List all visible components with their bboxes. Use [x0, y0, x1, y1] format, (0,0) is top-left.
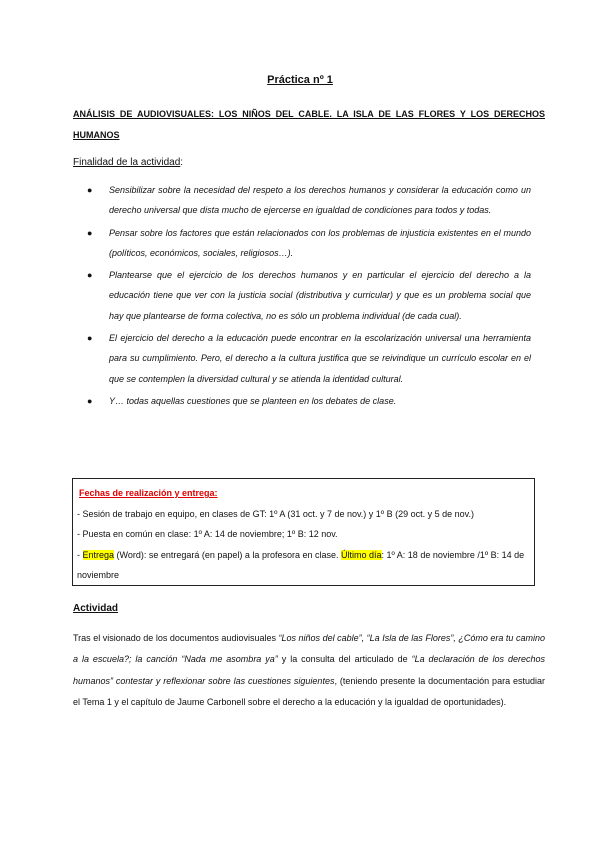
- list-item-text: Plantearse que el ejercicio de los derechos humanos y en particular el ejercicio del derecho a la educación tiene que ver con la justicia social (distributiva y curricular) y que es un problema social que hay que plantearse de forma colectiva, no es sólo un problema individual (de cada cual).: [109, 270, 531, 321]
- dates-line-2: - Puesta en común en clase: 1º A: 14 de noviembre; 1º B: 12 nov.: [77, 529, 338, 540]
- finalidad-colon: :: [180, 157, 184, 168]
- finalidad-text: Finalidad de la actividad: [73, 157, 181, 168]
- list-item: [73, 391, 531, 411]
- list-item-text: Pensar sobre los factores que están relacionados con los problemas de injusticia existentes en el mundo (políticos, económicos, sociales, religiosos…).: [109, 227, 531, 258]
- bullet-icon: ●: [87, 333, 93, 344]
- actividad-heading: Actividad: [73, 603, 119, 614]
- para-italic-1: “Los niños del cable”, “La Isla de las Flores”, ¿Cómo era tu camino a la escuela?; la canción “Nada me asombra ya”: [73, 633, 545, 665]
- dates-line-1: - Sesión de trabajo en equipo, en clases de GT: 1º A (31 oct. y 7 de nov.) y 1º B (29 oct. y 5 de nov.): [77, 508, 474, 519]
- list-item: [73, 223, 531, 264]
- list-item: [73, 328, 531, 389]
- section-heading: ANÁLISIS DE AUDIOVISUALES: LOS NIÑOS DEL CABLE. LA ISLA DE LAS FLORES Y LOS DERECHOS HUMANOS: [73, 109, 545, 140]
- list-item: [73, 180, 531, 221]
- dates-line-3: [77, 545, 531, 586]
- dates-title: Fechas de realización y entrega:: [79, 488, 218, 498]
- list-item-text: Y… todas aquellas cuestiones que se planteen en los debates de clase.: [109, 395, 397, 406]
- list-item: [73, 265, 531, 326]
- list-item-text: Sensibilizar sobre la necesidad del respeto a los derechos humanos y considerar la educación como un derecho universal que dista mucho de ejercerse en igualdad de condiciones para todos y todas.: [109, 185, 531, 216]
- bullet-icon: ●: [87, 395, 93, 406]
- para-part-1: Tras el visionado de los documentos audiovisuales: [73, 633, 279, 643]
- bullet-icon: ●: [87, 227, 93, 238]
- actividad-paragraph: [73, 628, 545, 713]
- dates-line-3-end: : 1º A: 18 de noviembre /1º B: 14 de noviembre: [77, 549, 525, 581]
- bullet-icon: ●: [87, 270, 93, 281]
- ultimo-dia-highlight: Último día: [340, 549, 382, 560]
- dates-line-3-mid: (Word): se entregará (en papel) a la profesora en clase.: [114, 549, 341, 560]
- entrega-highlight: Entrega: [82, 549, 115, 560]
- para-part-3: , (teniendo presente la documentación para estudiar el Tema 1 y el capítulo de Jaume Carbonell sobre el derecho a la educación y la igualdad de oportunidades).: [73, 675, 545, 707]
- page-title: Práctica nº 1: [267, 74, 333, 86]
- bullet-icon: ●: [87, 185, 93, 195]
- dates-line-3-prefix: -: [77, 549, 83, 560]
- finalidad-label: [73, 156, 183, 170]
- objectives-list: [73, 180, 531, 413]
- para-part-2: y la consulta del articulado de: [277, 654, 412, 665]
- dates-box: [72, 478, 535, 586]
- para-italic-2: “La declaración de los derechos humanos” contestar y reflexionar sobre las cuestiones siguientes: [73, 654, 545, 686]
- list-item-text: El ejercicio del derecho a la educación puede encontrar en la escolarización universal una herramienta para su cumplimiento. Pero, el derecho a la cultura justifica que se reivindique un currículo escolar en el que se contemplen la diversidad cultural y se atienda la identidad cultural.: [109, 333, 531, 384]
